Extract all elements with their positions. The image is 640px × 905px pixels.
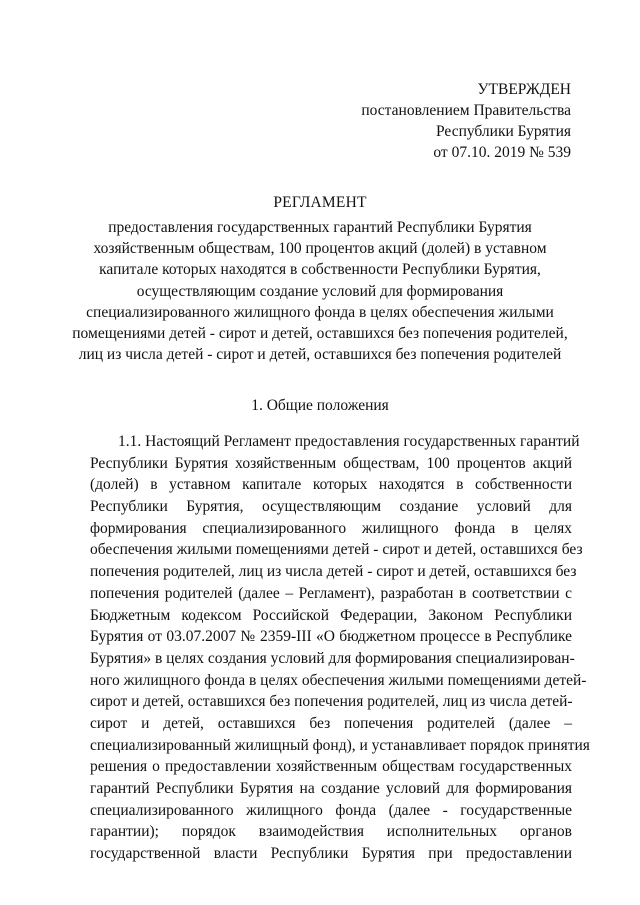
subtitle-line: предоставления государственных гарантий Республики Бурятия [108, 219, 532, 236]
body-line: гарантии); порядок взаимодействия исполнительных органов [90, 823, 572, 841]
document-title: РЕГЛАМЕНТ [273, 194, 367, 211]
body-line: (долей) в уставном капитале которых находятся в собственности [90, 476, 572, 494]
section-heading: 1. Общие положения [251, 397, 389, 414]
body-line: Бурятия от 03.07.2007 № 2359-III «О бюджетном процессе в Республике [90, 628, 572, 646]
body-line: ного жилищного фонда в целях обеспечения жилыми помещениями детей- [90, 671, 587, 689]
body-line: государственной власти Республики Бурятия при предоставлении [90, 845, 572, 863]
approval-date-number: от 07.10. 2019 № 539 [433, 144, 571, 161]
body-line: специализированного жилищного фонда (далее - государственные [90, 801, 572, 819]
body-line: Бурятия» в целях создания условий для формирования специализирован- [90, 649, 575, 667]
subtitle-line: капитале которых находятся в собственности Республики Бурятия, [99, 261, 541, 279]
body-line: сирот и детей, оставшихся без попечения родителей (далее – [90, 714, 572, 732]
subtitle-line: осуществляющим создание условий для формирования [136, 282, 504, 300]
document-subtitle [60, 217, 580, 365]
subtitle-line: специализированного жилищного фонда в целях обеспечения жилыми [86, 303, 554, 321]
body-line: обеспечения жилыми помещениями детей - сирот и детей, оставшихся без [90, 541, 583, 559]
approval-stamp [361, 79, 571, 163]
body-line: Республики Бурятия, осуществляющим создание условий для [90, 498, 572, 516]
subtitle-line: хозяйственным обществам, 100 процентов акций (долей) в уставном [93, 240, 547, 258]
subtitle-line: лиц из числа детей - сирот и детей, оставшихся без попечения родителей [78, 346, 562, 364]
body-line: формирования специализированного жилищного фонда в целях [90, 519, 572, 537]
body-line: попечения родителей, лиц из числа детей - сирот и детей, оставшихся без [90, 563, 577, 581]
body-line: сирот и детей, оставшихся без попечения родителей, лиц из числа детей- [90, 693, 573, 711]
approval-authority: постановлением Правительства [361, 102, 571, 119]
body-line: попечения родителей (далее – Регламент), разработан в соответствии с [90, 584, 572, 602]
body-line: 1.1. Настоящий Регламент предоставления государственных гарантий [118, 433, 580, 450]
body-line: решения о предоставлении хозяйственным обществам государственных [90, 758, 572, 776]
approval-region: Республики Бурятия [436, 123, 571, 140]
subtitle-line: помещениями детей - сирот и детей, оставшихся без попечения родителей, [72, 325, 568, 343]
body-line: гарантий Республики Бурятия на создание условий для формирования [90, 780, 572, 797]
body-line: Республики Бурятия хозяйственным обществам, 100 процентов акций [90, 454, 572, 472]
body-line: Бюджетным кодексом Российской Федерации, Законом Республики [90, 606, 572, 624]
body-line: специализированный жилищный фонд), и устанавливает порядок принятия [90, 736, 590, 754]
approval-status: УТВЕРЖДЕН [477, 81, 571, 98]
body-paragraph [90, 431, 590, 865]
